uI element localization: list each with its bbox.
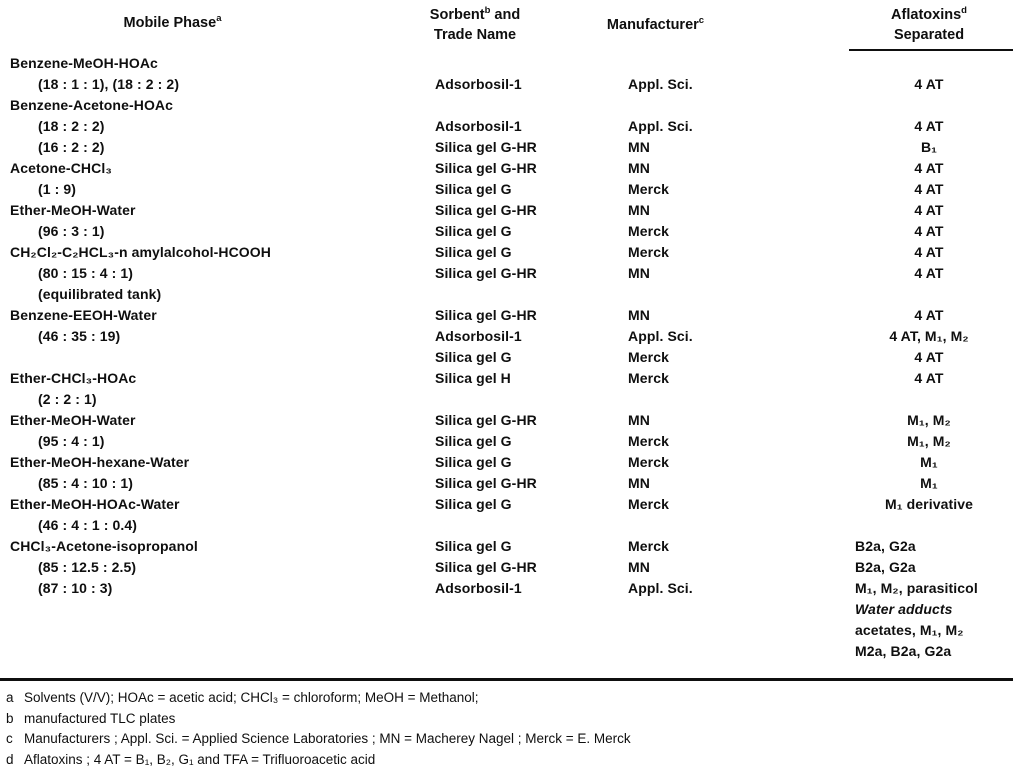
- aflatoxins-cell: [845, 95, 1013, 116]
- aflatoxins-cell: 4 AT: [914, 370, 944, 386]
- footnote-letter: d: [6, 751, 14, 767]
- sorbent-cell: Silica gel G: [435, 181, 512, 197]
- sorbent-cell: Silica gel G-HR: [435, 412, 537, 428]
- sorbent-cell: Silica gel G: [435, 244, 512, 260]
- sorbent-cell: [427, 599, 620, 620]
- footnotes: [6, 688, 1006, 770]
- manufacturer-cell: Merck: [628, 454, 669, 470]
- footnote-text: Aflatoxins ; 4 AT = B₁, B₂, G₁ and TFA = Trifluoroacetic acid: [24, 751, 376, 767]
- col-header-sorbent-pre: Sorbent: [429, 7, 485, 23]
- aflatoxins-cell: B2a, G2a: [855, 538, 916, 554]
- table-row: [0, 200, 1013, 221]
- mobile-phase-cell: [0, 641, 427, 662]
- sorbent-cell: [427, 389, 620, 410]
- footnote-text: Manufacturers ; Appl. Sci. = Applied Science Laboratories ; MN = Macherey Nagel ; Merck = E. Merck: [24, 731, 631, 746]
- col-header-sorbent: [380, 5, 570, 45]
- manufacturer-cell: [620, 515, 845, 536]
- manufacturer-cell: Merck: [628, 538, 669, 554]
- aflatoxins-cell: 4 AT: [914, 223, 944, 239]
- mobile-phase-cell: Acetone-CHCl₃: [10, 160, 112, 176]
- table-row: [0, 515, 1013, 536]
- sorbent-cell: Silica gel G-HR: [435, 202, 537, 218]
- sorbent-cell: Silica gel G: [435, 496, 512, 512]
- manufacturer-cell: MN: [628, 160, 650, 176]
- mobile-phase-cell: CHCl₃-Acetone-isopropanol: [10, 538, 198, 554]
- aflatoxins-cell: M₁, M₂, parasiticol: [855, 580, 978, 596]
- manufacturer-cell: MN: [628, 265, 650, 281]
- sorbent-cell: Silica gel G: [435, 433, 512, 449]
- sorbent-cell: [427, 53, 620, 74]
- manufacturer-cell: Merck: [628, 370, 669, 386]
- manufacturer-cell: Appl. Sci.: [628, 76, 693, 92]
- mobile-phase-cell: (equilibrated tank): [38, 286, 162, 302]
- sorbent-cell: Silica gel H: [435, 370, 511, 386]
- mobile-phase-cell: Ether-MeOH-hexane-Water: [10, 454, 190, 470]
- table-row: [0, 326, 1013, 347]
- manufacturer-cell: Merck: [628, 244, 669, 260]
- col-header-mobile-phase-label: Mobile Phase: [123, 15, 217, 31]
- mobile-phase-cell: (80 : 15 : 4 : 1): [38, 265, 134, 281]
- aflatoxins-cell: 4 AT: [914, 307, 944, 323]
- mobile-phase-cell: (87 : 10 : 3): [38, 580, 113, 596]
- aflatoxins-cell: M₁, M₂: [907, 433, 951, 449]
- manufacturer-cell: MN: [628, 559, 650, 575]
- footnote-letter: c: [6, 731, 13, 746]
- aflatoxins-cell: M₁: [920, 475, 938, 491]
- manufacturer-cell: [620, 95, 845, 116]
- mobile-phase-cell: Ether-MeOH-Water: [10, 412, 136, 428]
- table-row: [0, 158, 1013, 179]
- footnote-a: [6, 688, 1006, 709]
- table-row: [0, 431, 1013, 452]
- manufacturer-cell: [620, 284, 845, 305]
- manufacturer-cell: MN: [628, 202, 650, 218]
- manufacturer-cell: [620, 620, 845, 641]
- aflatoxins-cell: 4 AT: [914, 160, 944, 176]
- aflatoxins-cell: Water adducts: [855, 601, 953, 617]
- mobile-phase-cell: [0, 599, 427, 620]
- manufacturer-cell: [620, 389, 845, 410]
- mobile-phase-cell: (18 : 2 : 2): [38, 118, 105, 134]
- table-row: [0, 116, 1013, 137]
- manufacturer-cell: Merck: [628, 349, 669, 365]
- mobile-phase-cell: (85 : 12.5 : 2.5): [38, 559, 137, 575]
- footnote-b: [6, 709, 1006, 730]
- mobile-phase-cell: (18 : 1 : 1), (18 : 2 : 2): [38, 76, 180, 92]
- col-header-sorbent-post: and: [490, 7, 521, 23]
- mobile-phase-cell: (1 : 9): [38, 181, 77, 197]
- aflatoxins-cell: 4 AT, M₁, M₂: [889, 328, 969, 344]
- aflatoxins-cell: [845, 53, 1013, 74]
- manufacturer-cell: Merck: [628, 181, 669, 197]
- table-row: [0, 242, 1013, 263]
- footnote-letter: a: [6, 690, 14, 705]
- sorbent-cell: Silica gel G-HR: [435, 160, 537, 176]
- sorbent-cell: Silica gel G-HR: [435, 559, 537, 575]
- table-row: [0, 410, 1013, 431]
- aflatoxins-cell: M2a, B2a, G2a: [855, 643, 952, 659]
- aflatoxins-cell: B2a, G2a: [855, 559, 916, 575]
- table-row: [0, 620, 1013, 641]
- table-row: [0, 179, 1013, 200]
- manufacturer-cell: Merck: [628, 433, 669, 449]
- manufacturer-cell: Merck: [628, 496, 669, 512]
- mobile-phase-cell: (2 : 2 : 1): [38, 391, 97, 407]
- manufacturer-cell: Merck: [628, 223, 669, 239]
- col-header-sorbent-line2: Trade Name: [433, 27, 517, 43]
- aflatoxins-cell: [845, 515, 1013, 536]
- aflatoxins-cell: acetates, M₁, M₂: [855, 622, 964, 638]
- mobile-phase-cell: (16 : 2 : 2): [38, 139, 105, 155]
- mobile-phase-cell: Ether-MeOH-HOAc-Water: [10, 496, 180, 512]
- col-header-aflatoxins-label: Aflatoxins: [891, 7, 962, 23]
- manufacturer-cell: MN: [628, 139, 650, 155]
- manufacturer-cell: [620, 53, 845, 74]
- tlc-table-body: [0, 53, 1013, 662]
- sorbent-cell: [427, 95, 620, 116]
- col-header-aflatoxins: [845, 5, 1013, 45]
- table-row: [0, 389, 1013, 410]
- sorbent-cell: Silica gel G-HR: [435, 139, 537, 155]
- table-row: [0, 305, 1013, 326]
- aflatoxins-cell: 4 AT: [914, 349, 944, 365]
- table-row: [0, 74, 1013, 95]
- manufacturer-cell: MN: [628, 412, 650, 428]
- table-row: [0, 95, 1013, 116]
- mobile-phase-cell: CH₂Cl₂-C₂HCL₃-n amylalcohol-HCOOH: [10, 244, 271, 260]
- footnote-marker-d: d: [961, 5, 967, 17]
- table-row: [0, 557, 1013, 578]
- col-header-aflatoxins-line1: [845, 5, 1013, 25]
- sorbent-cell: [427, 620, 620, 641]
- mobile-phase-cell: (85 : 4 : 10 : 1): [38, 475, 134, 491]
- manufacturer-cell: Appl. Sci.: [628, 328, 693, 344]
- table-row: [0, 452, 1013, 473]
- sorbent-cell: Silica gel G: [435, 223, 512, 239]
- table-row: [0, 536, 1013, 557]
- sorbent-cell: Adsorbosil-1: [435, 76, 522, 92]
- footnote-letter: b: [6, 710, 14, 726]
- aflatoxins-cell: 4 AT: [914, 118, 944, 134]
- mobile-phase-cell: Benzene-MeOH-HOAc: [10, 55, 158, 71]
- table-row: [0, 578, 1013, 599]
- table-row: [0, 137, 1013, 158]
- sorbent-cell: Silica gel G: [435, 538, 512, 554]
- table-row: [0, 263, 1013, 284]
- mobile-phase-cell: [0, 347, 427, 368]
- table-row: [0, 347, 1013, 368]
- aflatoxins-cell: M₁: [920, 454, 938, 470]
- sorbent-cell: Silica gel G-HR: [435, 475, 537, 491]
- aflatoxins-column-underline: [849, 49, 1013, 51]
- mobile-phase-cell: Benzene-EEOH-Water: [10, 307, 157, 323]
- mobile-phase-cell: Ether-MeOH-Water: [10, 202, 136, 218]
- footnote-separator-rule: [0, 678, 1013, 681]
- table-row: [0, 53, 1013, 74]
- manufacturer-cell: MN: [628, 475, 650, 491]
- sorbent-cell: Silica gel G: [435, 349, 512, 365]
- col-header-manufacturer-label: Manufacturer: [606, 17, 699, 33]
- sorbent-cell: Silica gel G: [435, 454, 512, 470]
- footnote-text: manufactured TLC plates: [24, 710, 176, 726]
- aflatoxins-cell: 4 AT: [914, 76, 944, 92]
- mobile-phase-cell: Benzene-Acetone-HOAc: [10, 97, 174, 113]
- manufacturer-cell: [620, 641, 845, 662]
- col-header-sorbent-line1: [380, 5, 570, 25]
- sorbent-cell: [427, 641, 620, 662]
- aflatoxins-cell: 4 AT: [914, 181, 944, 197]
- sorbent-cell: Adsorbosil-1: [435, 118, 522, 134]
- manufacturer-cell: Appl. Sci.: [628, 118, 693, 134]
- aflatoxins-cell: M₁, M₂: [907, 412, 951, 428]
- aflatoxins-cell: [845, 284, 1013, 305]
- aflatoxins-cell: [845, 389, 1013, 410]
- footnote-marker-b: b: [484, 5, 491, 17]
- sorbent-cell: Adsorbosil-1: [435, 328, 522, 344]
- aflatoxins-cell: 4 AT: [914, 265, 944, 281]
- table-row: [0, 284, 1013, 305]
- table-row: [0, 368, 1013, 389]
- sorbent-cell: Adsorbosil-1: [435, 580, 522, 596]
- col-header-aflatoxins-line2: Separated: [893, 27, 965, 43]
- table-row: [0, 221, 1013, 242]
- sorbent-cell: [427, 515, 620, 536]
- manufacturer-cell: Appl. Sci.: [628, 580, 693, 596]
- aflatoxins-cell: 4 AT: [914, 244, 944, 260]
- table-row: [0, 473, 1013, 494]
- footnote-d: [6, 750, 1006, 771]
- sorbent-cell: Silica gel G-HR: [435, 307, 537, 323]
- col-header-mobile-phase: [0, 13, 345, 33]
- manufacturer-cell: MN: [628, 307, 650, 323]
- mobile-phase-cell: Ether-CHCl₃-HOAc: [10, 370, 137, 386]
- aflatoxins-cell: 4 AT: [914, 202, 944, 218]
- footnote-marker-a: a: [216, 13, 222, 25]
- footnote-marker-c: c: [698, 15, 705, 27]
- table-row: [0, 494, 1013, 515]
- table-row: [0, 599, 1013, 620]
- footnote-text: Solvents (V/V); HOAc = acetic acid; CHCl₃ = chloroform; MeOH = Methanol;: [24, 690, 479, 705]
- col-header-manufacturer: [563, 15, 748, 35]
- table-row: [0, 641, 1013, 662]
- mobile-phase-cell: (96 : 3 : 1): [38, 223, 105, 239]
- aflatoxins-cell: B₁: [920, 139, 938, 155]
- sorbent-cell: Silica gel G-HR: [435, 265, 537, 281]
- aflatoxins-cell: M₁ derivative: [884, 496, 973, 512]
- mobile-phase-cell: (46 : 35 : 19): [38, 328, 121, 344]
- mobile-phase-cell: [0, 620, 427, 641]
- mobile-phase-cell: (46 : 4 : 1 : 0.4): [38, 517, 138, 533]
- footnote-c: [6, 729, 1006, 750]
- sorbent-cell: [427, 284, 620, 305]
- mobile-phase-cell: (95 : 4 : 1): [38, 433, 105, 449]
- manufacturer-cell: [620, 599, 845, 620]
